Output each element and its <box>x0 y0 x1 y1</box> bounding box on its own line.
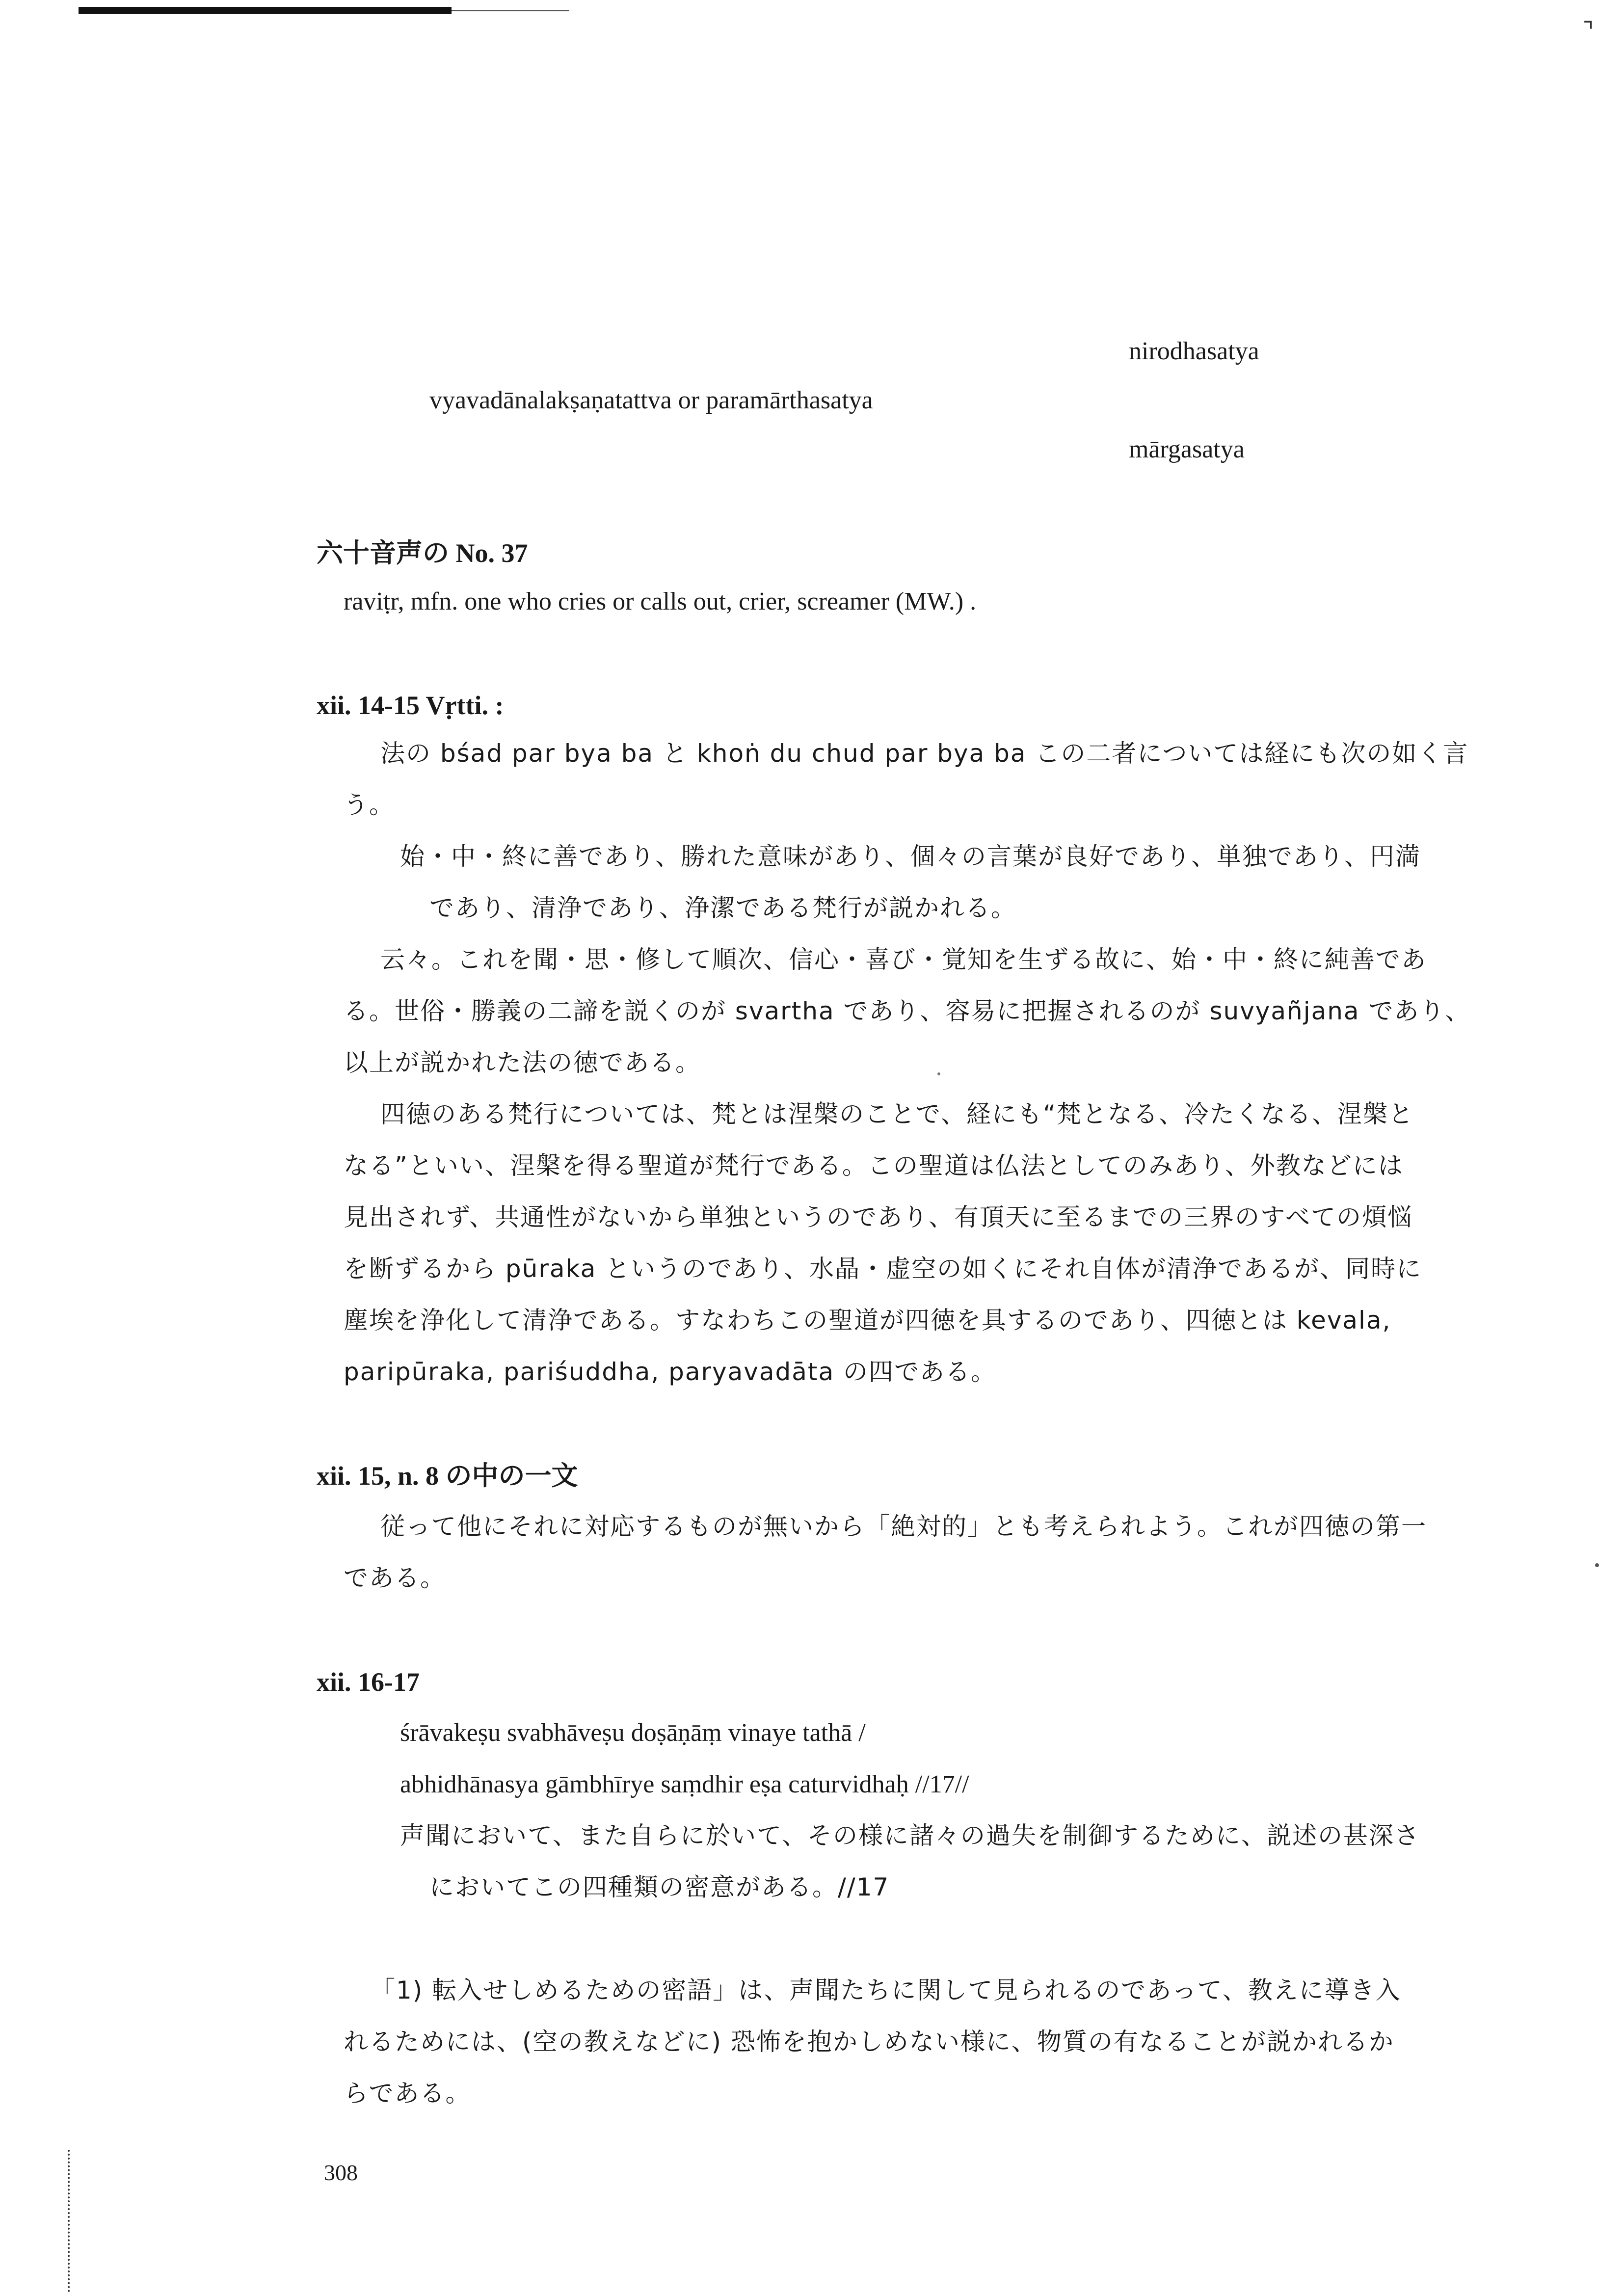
quote-line: であり、清浄であり、浄潔である梵行が説かれる。 <box>429 894 1016 922</box>
paragraph-line: 従って他にそれに対応するものが無いから「絶対的」とも考えられよう。これが四徳の第一 <box>380 1512 1427 1541</box>
section-heading-vrtti: xii. 14-15 Vṛtti. : <box>317 691 504 720</box>
paragraph-line: 「1) 転入せしめるための密語」は、声聞たちに関して見られるのであって、教えに導き入 <box>371 1976 1401 2004</box>
verse-line: śrāvakeṣu svabhāveṣu doṣāṇāṃ vinaye tathā / <box>400 1719 866 1747</box>
translation-line: 声聞において、また自らに於いて、その様に諸々の過失を制御するために、説述の甚深さ <box>400 1821 1420 1850</box>
paragraph-line: らである。 <box>344 2079 471 2108</box>
scheme-margasatya: mārgasatya <box>1129 435 1245 463</box>
translation-line: においてこの四種類の密意がある。//17 <box>429 1873 890 1901</box>
scan-speck <box>1595 1563 1599 1567</box>
paragraph-line: である。 <box>344 1564 446 1592</box>
paragraph-line: う。 <box>344 791 395 819</box>
page-number: 308 <box>324 2160 358 2185</box>
paragraph-line: る。世俗・勝義の二諦を説くのが svartha であり、容易に把握されるのが suvyañjana であり、 <box>344 997 1471 1025</box>
scan-edge-bar <box>79 7 452 14</box>
paragraph-line: 見出されず、共通性がないから単独というのであり、有頂天に至るまでの三界のすべての煩悩 <box>344 1203 1413 1231</box>
scan-corner-mark: ⌝ <box>1583 17 1594 45</box>
paragraph-line: 云々。これを聞・思・修して順次、信心・喜び・覚知を生ずる故に、始・中・終に純善であ <box>380 945 1427 974</box>
scan-speck <box>937 1072 940 1075</box>
scheme-nirodhasatya: nirodhasatya <box>1129 337 1259 365</box>
paragraph-line: 法の bśad par bya ba と khoṅ du chud par bya ba この二者については経にも次の如く言 <box>380 739 1469 768</box>
quote-line: 始・中・終に善であり、勝れた意味があり、個々の言葉が良好であり、単独であり、円満 <box>400 842 1421 871</box>
scheme-vyavadana: vyavadānalakṣaṇatattva or paramārthasatya <box>429 386 873 414</box>
section-heading-no37: 六十音声の No. 37 <box>317 538 528 568</box>
verse-line: abhidhānasya gāmbhīrye saṃdhir eṣa caturvidhaḥ //17// <box>400 1770 969 1798</box>
paragraph-line: を断ずるから pūraka というのであり、水晶・虚空の如くにそれ自体が清浄であるが、同時に <box>344 1255 1422 1283</box>
paragraph-line: 塵埃を浄化して清浄である。すなわちこの聖道が四徳を具するのであり、四徳とは kevala, <box>344 1306 1391 1335</box>
paragraph-line: なる”といい、涅槃を得る聖道が梵行である。この聖道は仏法としてのみあり、外教などには <box>344 1151 1404 1180</box>
paragraph-line: 四徳のある梵行については、梵とは涅槃のことで、経にも“梵となる、冷たくなる、涅槃と <box>380 1100 1414 1128</box>
scan-edge-line <box>452 10 569 11</box>
paragraph-line: paripūraka, pariśuddha, paryavadāta の四である。 <box>344 1358 997 1386</box>
section-heading-n8: xii. 15, n. 8 の中の一文 <box>317 1461 578 1491</box>
paragraph-line: れるためには、(空の教えなどに) 恐怖を抱かしめない様に、物質の有なることが説かれるか <box>344 2028 1394 2056</box>
section-heading-1617: xii. 16-17 <box>317 1667 420 1697</box>
binding-mark <box>68 2150 72 2292</box>
section-body-no37: raviṭr, mfn. one who cries or calls out, crier, screamer (MW.) . <box>344 587 977 615</box>
paragraph-line: 以上が説かれた法の徳である。 <box>344 1048 701 1077</box>
